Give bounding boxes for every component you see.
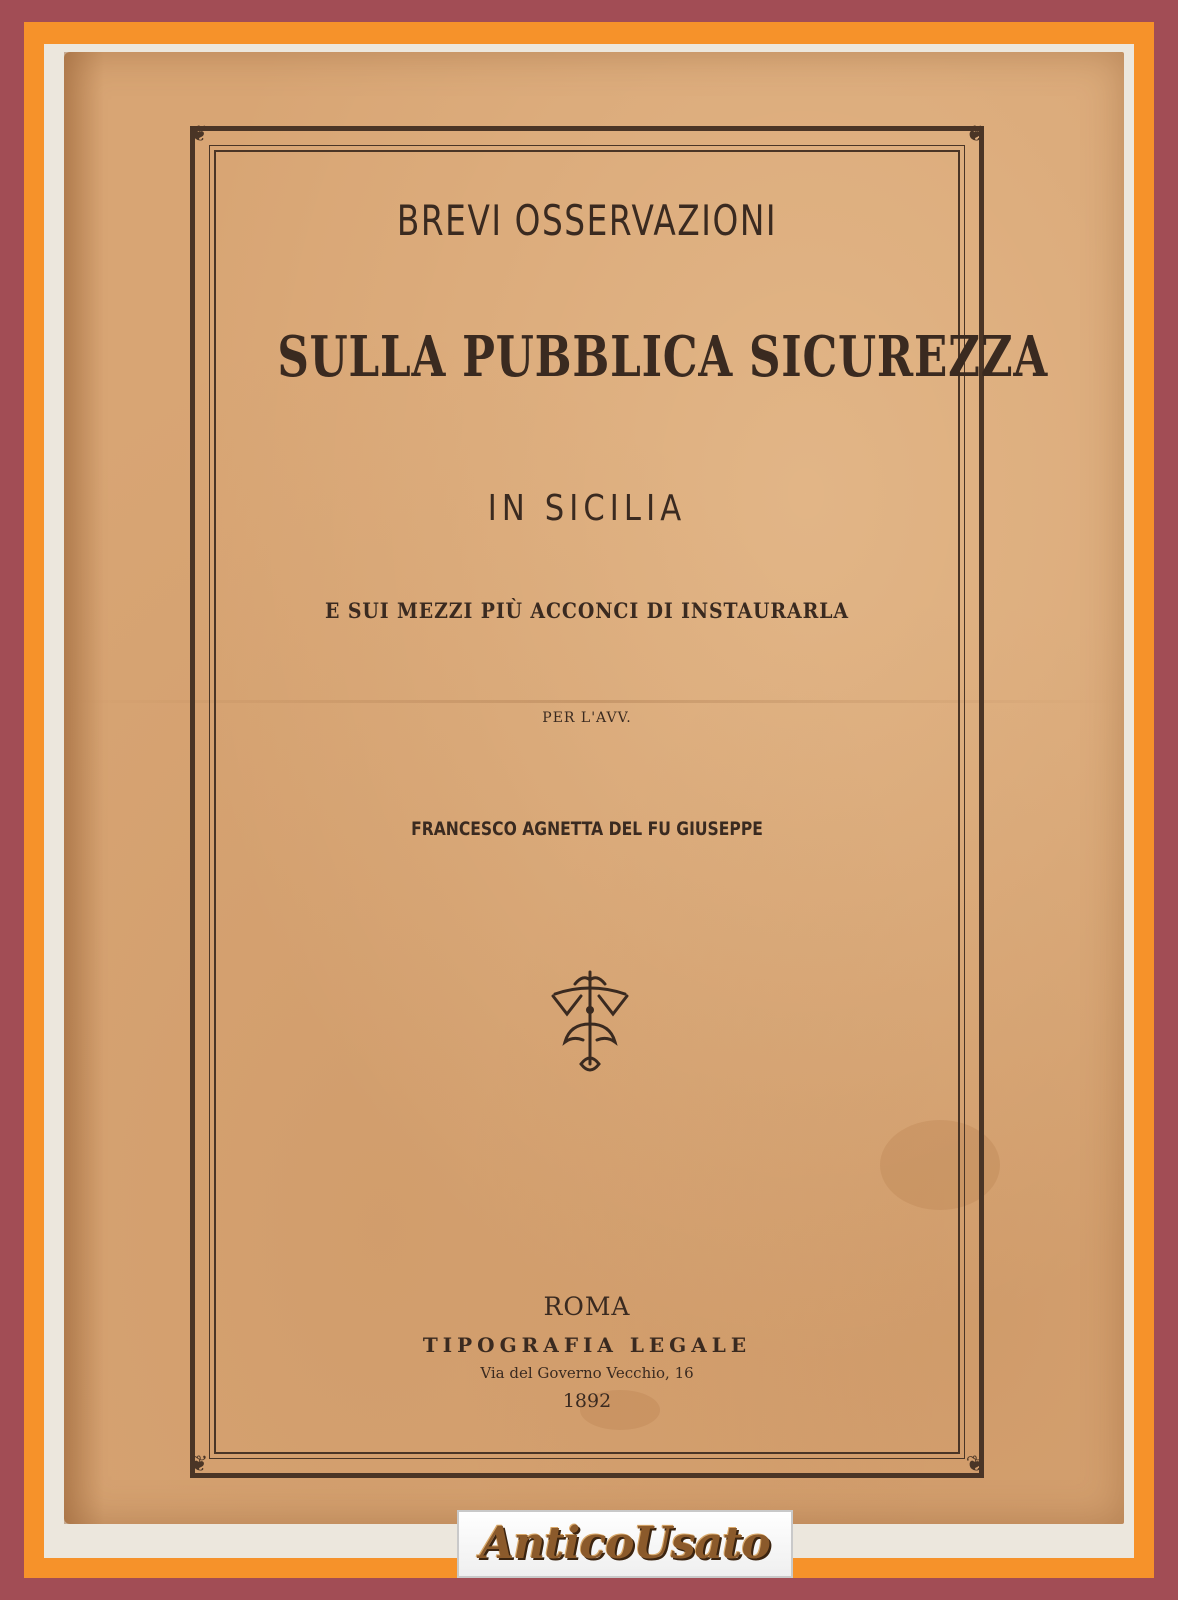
publisher-address: Via del Governo Vecchio, 16 [480, 1364, 694, 1382]
logo-text: AnticoUsato [480, 1518, 770, 1569]
ornamental-scales-icon [545, 964, 635, 1084]
watermark-logo [457, 1510, 793, 1578]
fleuron-icon: ❦ [965, 122, 985, 147]
spine-shadow [64, 52, 104, 1524]
fleuron-icon: ❦ [189, 1452, 209, 1477]
author-name: FRANCESCO AGNETTA DEL FU GIUSEPPE [411, 818, 763, 840]
publisher-name: TIPOGRAFIA LEGALE [422, 1333, 752, 1357]
fleuron-icon: ❦ [965, 1452, 985, 1477]
title-line-2: SULLA PUBBLICA SICUREZZA [277, 324, 1049, 390]
title-line-3: IN SICILIA [487, 488, 687, 529]
author-prefix: PER L'AVV. [542, 710, 632, 726]
fleuron-icon: ❦ [189, 122, 209, 147]
title-line-1: BREVI OSSERVAZIONI [396, 196, 778, 245]
publication-year: 1892 [562, 1390, 612, 1412]
publication-city: ROMA [543, 1292, 631, 1321]
subtitle: E SUI MEZZI PIÙ ACCONCI DI INSTAURARLA [325, 598, 849, 623]
